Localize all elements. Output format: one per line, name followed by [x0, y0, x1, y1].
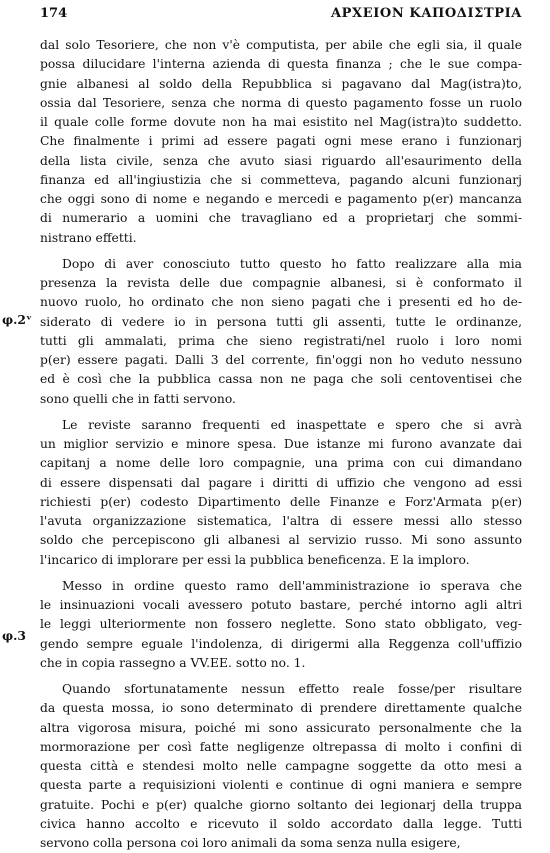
text-line: Le reviste saranno frequenti ed inaspettate e spero che si avrà	[62, 417, 522, 432]
paragraph	[40, 680, 522, 853]
text-line: ed è così che la pubblica cassa non ne paga che soli centoventisei che	[40, 372, 522, 387]
text-line: capitanj a nome delle loro compagnie, una prima con cui dimandano	[40, 456, 522, 471]
text-line: che in copia rassegno a VV.EE. sotto no. 1.	[40, 655, 306, 670]
margin-note-folio-2v: φ.2ᵛ	[2, 312, 33, 327]
text-line: il quale colle forme dovute non ha mai esistito nel Mag(istra)to suddetto.	[40, 115, 522, 129]
text-line: le leggi ulteriormente non fossero neglette. Sono stato obbligato, veg-	[40, 617, 522, 632]
text-line: richiesti p(er) codesto Dipartimento delle Finanze e Forz'Armata p(er)	[40, 494, 522, 509]
text-line: questa città e stendesi molto nelle campagne soggette da otto mesi a	[40, 759, 522, 773]
text-line: possa dilucidare l'interna azienda di questa finanza ; che le sue compa-	[40, 57, 522, 72]
text-line: l'incarico di implorare per essi la pubblica beneficenza. E la imploro.	[40, 552, 470, 567]
text-line: un miglior servizio e minore spesa. Due istanze mi furono avanzate dai	[40, 437, 522, 451]
margin-note-folio-3: φ.3	[2, 628, 26, 643]
text-line: presenza la revista delle due compagnie albanesi, si è conformato il	[40, 276, 522, 290]
text-line: mormorazione per così fatte negligenze oltrepassa di molto i confini di	[40, 739, 522, 754]
text-line: da questa mossa, io sono determinato di prendere direttamente qualche	[40, 701, 522, 716]
text-line: Che finalmente i primi ad essere pagati ogni mese erano i funzionarj	[40, 134, 522, 149]
text-line: nuovo ruolo, ho ordinato che non sieno pagati che i presenti ed ho de-	[40, 295, 522, 310]
text-line: ossia dal Tesoriere, senza che norma di questo pagamento fosse un ruolo	[40, 95, 522, 110]
text-line: gnie albanesi al soldo della Repubblica si pagavano dal Mag(istra)to,	[40, 76, 522, 91]
text-line: sono quelli che in fatti servono.	[40, 391, 236, 406]
text-line: altra vigorosa misura, poiché mi sono assicurato personalmente che la	[40, 720, 522, 735]
text-line: gendo sempre eguale l'indolenza, di dirigermi alla Reggenza coll'uffizio	[40, 636, 522, 651]
text-line: finanza ed all'ingiustizia che si commetteva, pagando alcuni funzionarj	[40, 172, 522, 187]
document-body	[40, 36, 522, 853]
text-line: Quando sfortunatamente nessun effetto reale fosse/per risultare	[62, 682, 522, 696]
text-line: nistrano effetti.	[40, 230, 137, 245]
running-title: ΑΡΧΕΙΟΝ ΚΑΠΟΔΙΣΤΡΙΑ	[330, 6, 522, 21]
text-line: l'avuta organizzazione sistematica, l'altra di essere messi allo stesso	[40, 514, 522, 528]
page-header	[40, 6, 522, 26]
text-line: p(er) essere pagati. Dalli 3 del corrente, fin'oggi non ho veduto nessuno	[40, 353, 522, 367]
text-line: della lista civile, senza che avuto siasi riguardo all'esaurimento della	[40, 153, 522, 168]
text-line: soldo che percepiscono gli albanesi al servizio russo. Mi sono assunto	[40, 533, 522, 548]
text-line: che oggi sono di nome e negando e mercedi e pagamento p(er) mancanza	[40, 192, 522, 206]
text-line: tutti gli ammalati, prima che sieno registrati/nel ruolo i loro nomi	[40, 333, 522, 348]
paragraph	[40, 36, 522, 248]
text-line: civica hanno accolto e ricevuto il soldo accordato dalla legge. Tutti	[40, 816, 522, 831]
text-line: le insinuazioni vocali avessero potuto bastare, perché intorno agli altri	[40, 598, 522, 612]
paragraph	[40, 255, 522, 409]
text-line: questa parte a requisizioni violenti e continue di ogni maniera e sempre	[40, 778, 522, 793]
text-line: Dopo di aver conosciuto tutto questo ho fatto realizzare alla mia	[62, 256, 522, 271]
text-line: dal solo Tesoriere, che non v'è computista, per abile che egli sia, il quale	[40, 38, 522, 52]
text-line: gratuite. Pochi e p(er) qualche giorno soltanto dei legionarj della truppa	[40, 797, 522, 812]
page-number: 174	[40, 6, 68, 21]
text-line: di essere dispensati dal pagare i diritti di uffizio che vengono ad essi	[40, 475, 522, 490]
paragraph	[40, 416, 522, 570]
paragraph	[40, 577, 522, 673]
text-line: Messo in ordine questo ramo dell'amministrazione io sperava che	[62, 578, 522, 593]
text-line: servono colla persona coi loro animali da soma senza nulla esigere,	[40, 836, 461, 850]
text-line: di numerario a uomini che travagliano ed a proprietarj che sommi-	[40, 211, 522, 226]
text-line: siderato di vedere io in persona tutti gli assenti, tutte le ordinanze,	[40, 314, 522, 329]
